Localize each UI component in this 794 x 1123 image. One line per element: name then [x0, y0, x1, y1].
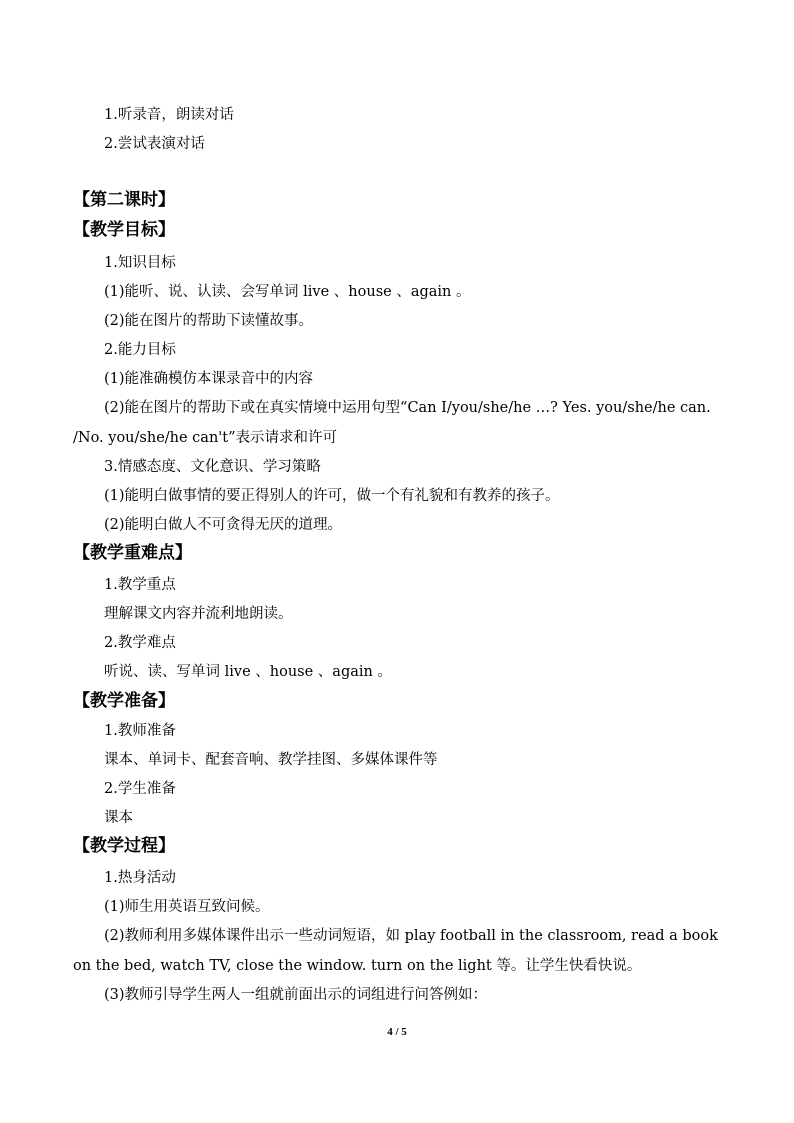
lesson-title: 【第二课时】 — [73, 190, 175, 210]
focus-text: 理解课文内容并流利地朗读。 — [104, 606, 293, 622]
warmup-step-2-line-2: on the bed, watch TV, close the window. turn on the light 等。让学生快看快说。 — [73, 958, 642, 974]
section-heading-process: 【教学过程】 — [73, 836, 175, 856]
focus-title: 1.教学重点 — [104, 577, 176, 593]
warmup-title: 1.热身活动 — [104, 870, 176, 886]
section-heading-preparation: 【教学准备】 — [73, 691, 175, 711]
teacher-prep-text: 课本、单词卡、配套音响、教学挂图、多媒体课件等 — [104, 752, 438, 768]
ability-goal-2-line-2: /No. you/she/he can't”表示请求和许可 — [73, 430, 338, 446]
student-prep-title: 2.学生准备 — [104, 781, 176, 797]
knowledge-goal-2: (2)能在图片的帮助下读懂故事。 — [104, 313, 314, 329]
warmup-step-1: (1)师生用英语互致问候。 — [104, 899, 270, 915]
section-heading-goals: 【教学目标】 — [73, 220, 175, 240]
top-item-2: 2.尝试表演对话 — [104, 136, 205, 152]
top-item-1: 1.听录音，朗读对话 — [104, 107, 234, 123]
ability-goal-1: (1)能准确模仿本课录音中的内容 — [104, 371, 314, 387]
warmup-step-3: (3)教师引导学生两人一组就前面出示的词组进行问答例如： — [104, 987, 488, 1003]
teacher-prep-title: 1.教师准备 — [104, 723, 176, 739]
difficulty-title: 2.教学难点 — [104, 635, 176, 651]
emotion-goal-title: 3.情感态度、文化意识、学习策略 — [104, 459, 321, 475]
warmup-step-2-line-1: (2)教师利用多媒体课件出示一些动词短语，如 play football in the classroom, read a book — [104, 928, 718, 944]
student-prep-text: 课本 — [104, 810, 133, 826]
ability-goal-title: 2.能力目标 — [104, 342, 176, 358]
section-heading-key-points: 【教学重难点】 — [73, 543, 192, 563]
emotion-goal-1: (1)能明白做事情的要正得别人的许可，做一个有礼貌和有教养的孩子。 — [104, 488, 560, 504]
knowledge-goal-title: 1.知识目标 — [104, 255, 176, 271]
page-number: 4 / 5 — [387, 1026, 407, 1038]
knowledge-goal-1: (1)能听、说、认读、会写单词 live 、house 、again 。 — [104, 284, 471, 300]
ability-goal-2-line-1: (2)能在图片的帮助下或在真实情境中运用句型“Can I/you/she/he …? Yes. you/she/he can. — [104, 400, 711, 416]
emotion-goal-2: (2)能明白做人不可贪得无厌的道理。 — [104, 517, 343, 533]
difficulty-text: 听说、读、写单词 live 、house 、again 。 — [104, 664, 392, 680]
